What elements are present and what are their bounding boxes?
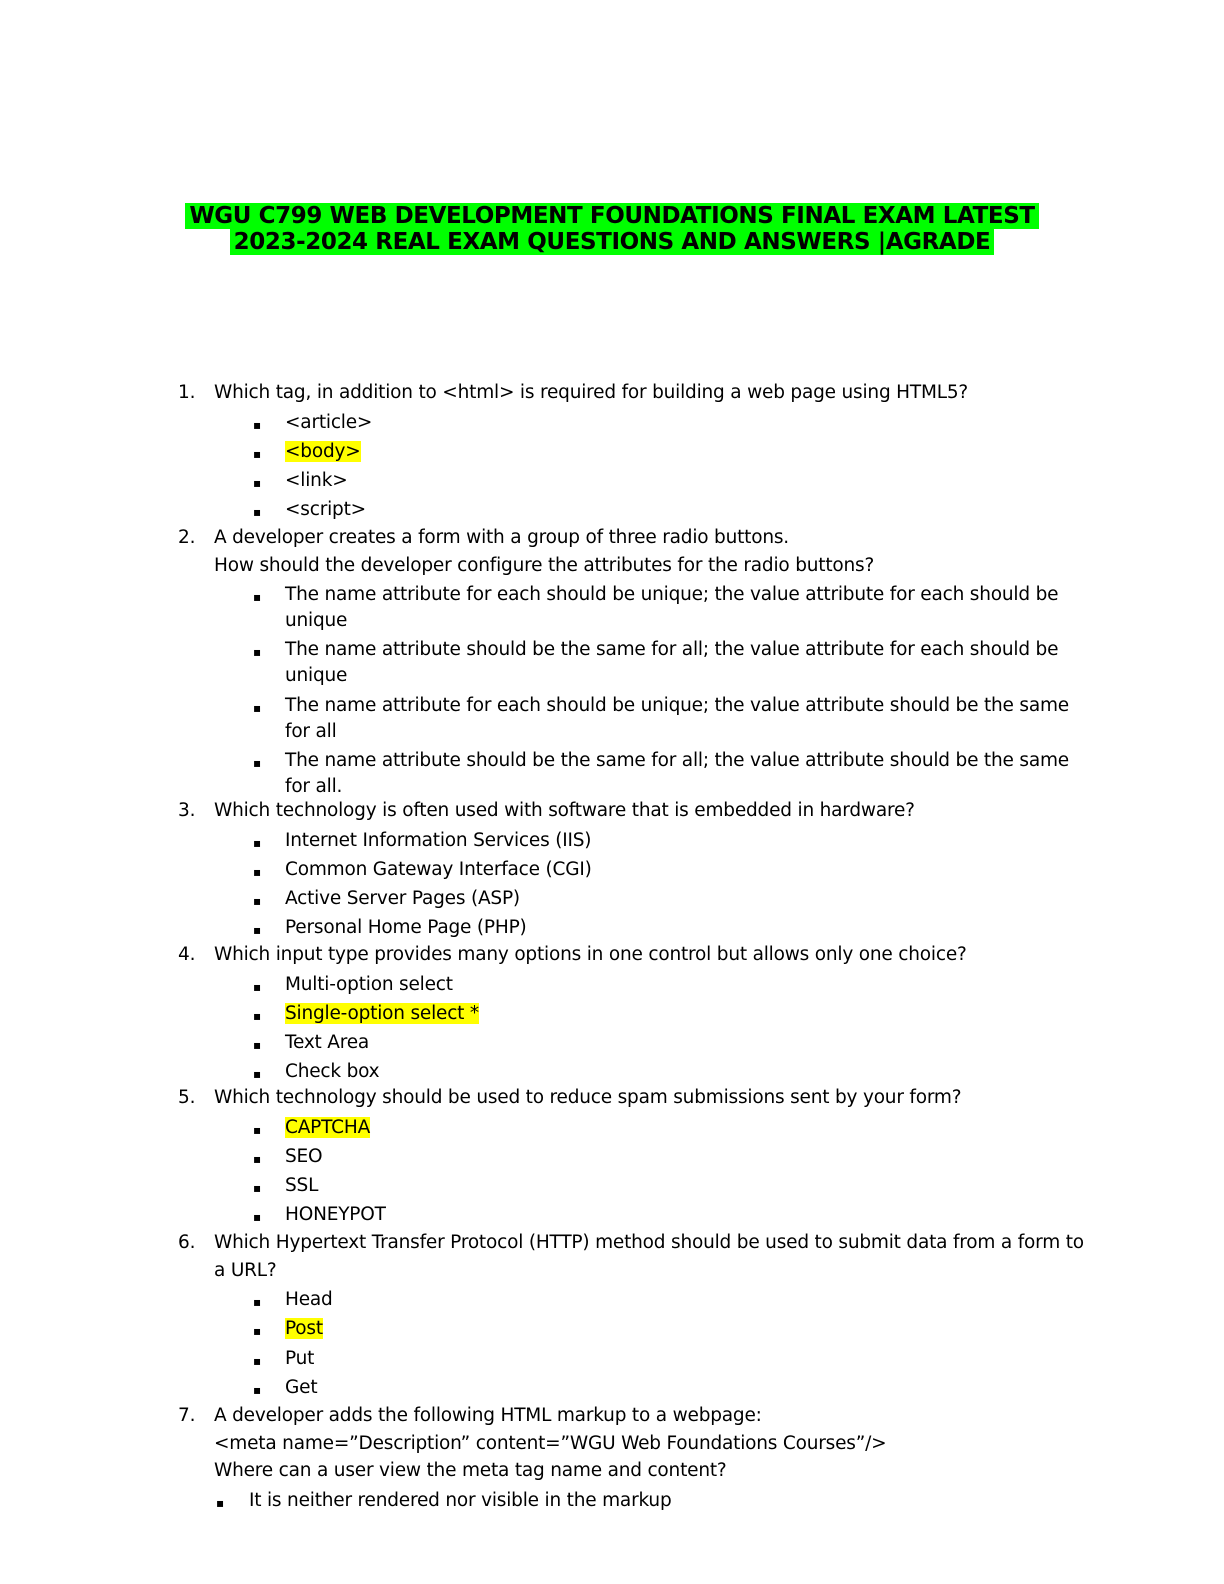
question-text: a URL? — [214, 1259, 277, 1281]
answer-option-text: for all — [285, 720, 337, 742]
answer-option — [285, 1348, 314, 1369]
answer-option — [285, 776, 342, 797]
option-bullet-icon: ▪ — [253, 476, 262, 491]
answer-option-text: Common Gateway Interface (CGI) — [285, 858, 592, 880]
answer-option — [285, 917, 527, 938]
answer-option-text: SEO — [285, 1145, 323, 1167]
option-bullet-icon: ▪ — [253, 1067, 262, 1082]
option-bullet-icon: ▪ — [253, 923, 262, 938]
question-text: <meta name=”Description” content=”WGU Web Foundations Courses”/> — [214, 1432, 887, 1454]
question-number: 4. — [178, 944, 196, 965]
option-bullet-icon: ▪ — [253, 1295, 262, 1309]
title-line-1: WGU C799 WEB DEVELOPMENT FOUNDATIONS FINAL EXAM LATEST — [185, 203, 1038, 229]
answer-option — [285, 412, 372, 433]
answer-option — [285, 1204, 386, 1225]
option-bullet-icon: ▪ — [253, 1324, 262, 1339]
option-bullet-icon: ▪ — [253, 700, 262, 715]
option-bullet-icon: ▪ — [253, 1210, 262, 1225]
answer-option-text: for all. — [285, 775, 343, 797]
answer-option-text: Get — [285, 1376, 318, 1398]
option-bullet-icon: ▪ — [253, 1122, 262, 1137]
answer-option — [285, 695, 1069, 716]
option-bullet-icon: ▪ — [253, 894, 262, 909]
answer-option — [285, 1117, 370, 1138]
answer-option — [249, 1490, 672, 1511]
question-number: 6. — [178, 1232, 196, 1253]
option-bullet-icon: ▪ — [253, 1181, 262, 1196]
answer-option — [285, 1032, 369, 1053]
answer-option — [285, 1377, 317, 1398]
question-text: Which technology is often used with software that is embedded in hardware? — [214, 800, 915, 821]
answer-option-text: The name attribute should be the same for all; the value attribute for each should be — [285, 639, 1059, 661]
answer-option-text: Check box — [285, 1061, 380, 1083]
answer-option-text: unique — [285, 610, 348, 631]
answer-option — [285, 974, 453, 995]
answer-option-text: <link> — [285, 470, 348, 492]
correct-answer-highlight: <body> — [285, 440, 361, 462]
question-text: Where can a user view the meta tag name and content? — [214, 1460, 727, 1481]
question-text: How should the developer configure the attributes for the radio buttons? — [214, 554, 875, 576]
option-bullet-icon: ▪ — [253, 446, 262, 461]
question-text: Which input type provides many options in one control but allows only one choice? — [214, 944, 967, 965]
correct-answer-highlight: Single-option select * — [285, 1002, 479, 1024]
option-bullet-icon: ▪ — [253, 645, 262, 660]
answer-option — [285, 470, 348, 491]
question-text: A developer adds the following HTML markup to a webpage: — [214, 1405, 762, 1426]
answer-option — [285, 1003, 479, 1024]
answer-option — [285, 1175, 318, 1196]
answer-option-text: The name attribute should be the same for all; the value attribute should be the same — [285, 749, 1069, 771]
question-text: A developer creates a form with a group of three radio buttons. — [214, 527, 789, 548]
correct-answer-highlight: CAPTCHA — [285, 1116, 371, 1138]
option-bullet-icon: ▪ — [216, 1495, 225, 1510]
document-title — [0, 203, 1224, 255]
answer-option-text: Head — [285, 1289, 333, 1310]
question-number: 1. — [178, 382, 196, 403]
answer-option-text: Active Server Pages (ASP) — [285, 888, 520, 910]
question-number: 7. — [178, 1405, 196, 1426]
question-text: Which technology should be used to reduce spam submissions sent by your form? — [214, 1087, 962, 1108]
answer-option-text: Personal Home Page (PHP) — [285, 917, 527, 939]
answer-option — [285, 859, 592, 880]
answer-option — [285, 1318, 323, 1339]
option-bullet-icon: ▪ — [253, 864, 262, 879]
answer-option — [285, 1061, 379, 1082]
answer-option — [285, 721, 337, 742]
answer-option-text: <script> — [285, 499, 366, 521]
answer-option-text: The name attribute for each should be unique; the value attribute for each should be — [285, 584, 1059, 605]
option-bullet-icon: ▪ — [253, 505, 262, 520]
correct-answer-highlight: Post — [285, 1318, 323, 1340]
answer-option-text: HONEYPOT — [285, 1204, 386, 1226]
option-bullet-icon: ▪ — [253, 755, 262, 770]
answer-option-text: SSL — [285, 1175, 319, 1197]
answer-option-text: Text Area — [285, 1032, 370, 1054]
answer-option-text: Internet Information Services (IIS) — [285, 829, 592, 851]
option-bullet-icon: ▪ — [253, 1382, 262, 1397]
answer-option — [285, 639, 1058, 660]
answer-option — [285, 499, 366, 520]
answer-option — [285, 584, 1058, 605]
question-number: 2. — [178, 527, 196, 548]
answer-option — [285, 441, 361, 462]
answer-option — [285, 665, 347, 686]
option-bullet-icon: ▪ — [253, 417, 262, 432]
question-text: Which Hypertext Transfer Protocol (HTTP) method should be used to submit data from a form to — [214, 1232, 1084, 1253]
answer-option-text: The name attribute for each should be unique; the value attribute should be the same — [285, 694, 1069, 716]
answer-option — [285, 1146, 322, 1167]
option-bullet-icon: ▪ — [253, 1151, 262, 1166]
question-text: Which tag, in addition to <html> is required for building a web page using HTML5? — [214, 382, 969, 403]
option-bullet-icon: ▪ — [253, 979, 262, 994]
answer-option — [285, 830, 591, 851]
title-line-2: 2023-2024 REAL EXAM QUESTIONS AND ANSWERS |AGRADE — [230, 229, 995, 255]
option-bullet-icon: ▪ — [253, 590, 262, 604]
option-bullet-icon: ▪ — [253, 835, 262, 850]
answer-option-text: Put — [285, 1347, 315, 1369]
question-number: 3. — [178, 800, 196, 821]
question-number: 5. — [178, 1087, 196, 1108]
answer-option — [285, 750, 1069, 771]
answer-option-text: <article> — [285, 411, 373, 433]
answer-option — [285, 888, 520, 909]
answer-option — [285, 1289, 333, 1310]
answer-option-text: It is neither rendered nor visible in the markup — [249, 1489, 672, 1511]
option-bullet-icon: ▪ — [253, 1038, 262, 1053]
answer-option-text: Multi-option select — [285, 973, 453, 995]
option-bullet-icon: ▪ — [253, 1008, 262, 1023]
option-bullet-icon: ▪ — [253, 1353, 262, 1368]
answer-option — [285, 610, 347, 631]
answer-option-text: unique — [285, 665, 348, 687]
